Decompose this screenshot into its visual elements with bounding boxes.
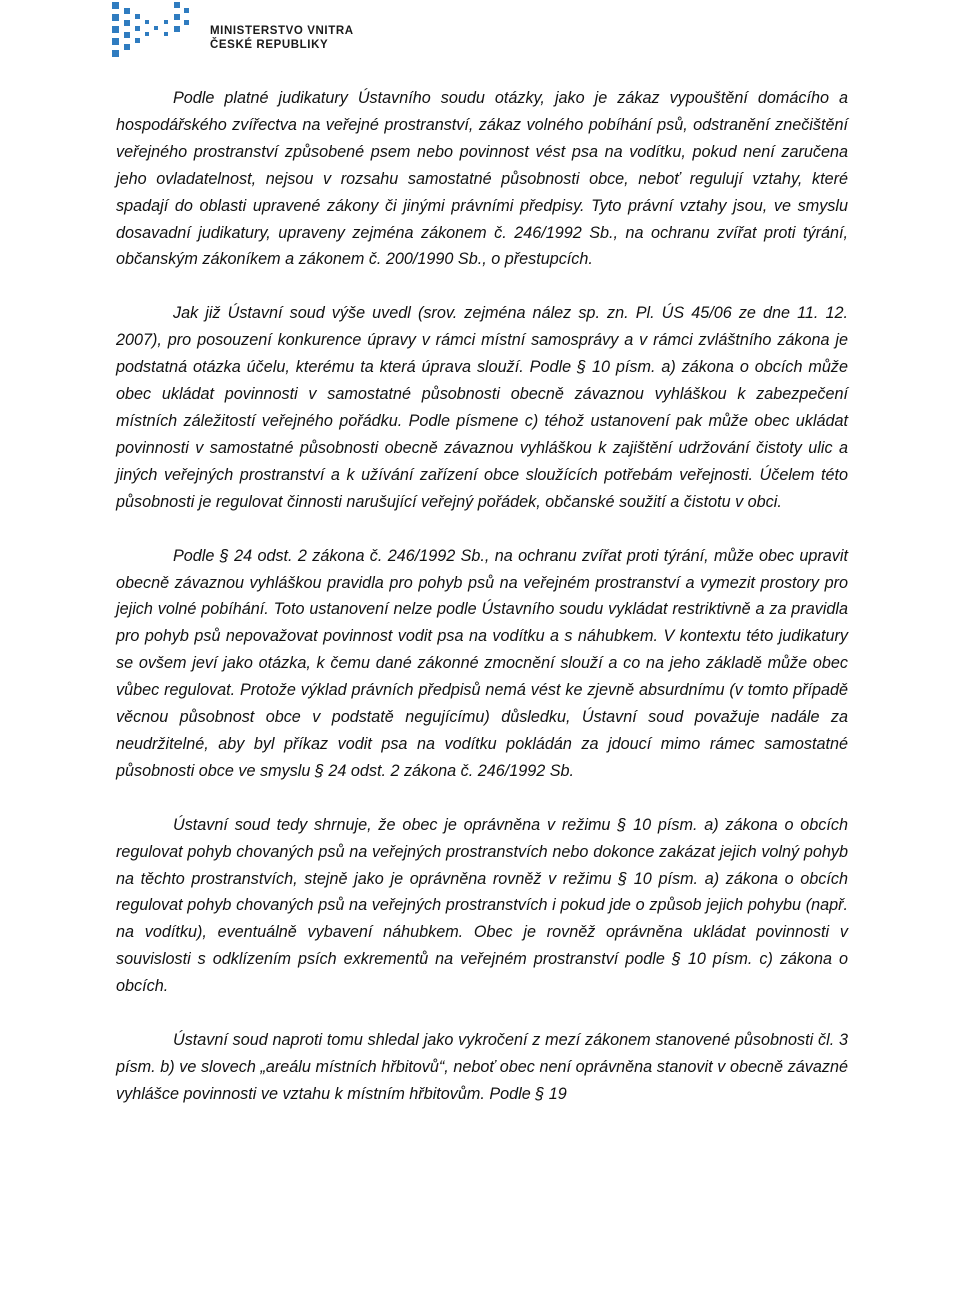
logo-line-1: MINISTERSTVO VNITRA [210,25,354,37]
paragraph-4: Ústavní soud tedy shrnuje, že obec je oprávněna v režimu § 10 písm. a) zákona o obcích regulovat pohyb chovaných psů na veřejných prostranstvích nebo dokonce zakázat jejich volný pohyb na těchto prostranstvích, stejně jako je oprávněna rovněž v režimu § 10 písm. a) zákona o obcích regulovat pohyb chovaných psů na veřejných prostranstvích i pokud jde o způsob jejich pohybu (např. na vodítku), eventuálně vybavení náhubkem. Obec je rovněž oprávněna ukládat povinnosti v souvislosti s odklízením psích exkrementů na veřejném prostranství podle § 10 písm. c) zákona o obcích. [116,815,848,996]
paragraph-2: Jak již Ústavní soud výše uvedl (srov. zejména nález sp. zn. Pl. ÚS 45/06 ze dne 11. 12. 2007), pro posouzení konkurence úpravy v rámci místní samosprávy a v rámci zvláštního zákona je podstatná otázka účelu, kterému ta která úprava slouží. Podle § 10 písm. a) zákona o obcích může obec ukládat povinnosti v samostatné působnosti obecně závaznou vyhláškou k zabezpečení místních záležitostí veřejného pořádku. Podle písmene c) téhož ustanovení pak může obec ukládat povinnosti v samostatné působnosti obecně závaznou vyhláškou k zajištění udržování čistoty ulic a jiných veřejných prostranství a k užívání zařízení obce sloužících potřebám veřejnosti. Účelem této působnosti je regulovat činnosti narušující veřejný pořádek, občanské soužití a čistotu v obci. [116,304,848,511]
paragraph-1: Podle platné judikatury Ústavního soudu otázky, jako je zákaz vypouštění domácího a hospodářského zvířectva na veřejné prostranství, zákaz volného pobíhání psů, odstranění znečištění veřejného prostranství způsobené psem nebo povinnost vést psa na vodítku, pokud není zaručena jeho ovladatelnost, nejsou v rozsahu samostatné působnosti obce, neboť regulují vztahy, které spadají do oblasti upravené zákony či jinými právními předpisy. Tyto právní vztahy jsou, ve smyslu dosavadní judikatury, upraveny zejména zákonem č. 246/1992 Sb., na ochranu zvířat proti týrání, občanským zákoníkem a zákonem č. 200/1990 Sb., o přestupcích. [116,89,848,269]
paragraph-5: Ústavní soud naproti tomu shledal jako vykročení z mezí zákonem stanovené působnosti čl. 3 písm. b) ve slovech „areálu místních hřbitovů“, neboť obec není oprávněna stanovit v obecně závazné vyhlášce povinnosti ve vztahu k místním hřbitovům. Podle § 19 [116,1031,848,1103]
logo-text [210,24,354,52]
logo-line-2: ČESKÉ REPUBLIKY [210,39,329,51]
page-header [0,0,960,66]
document-body [116,85,848,1108]
paragraph-3: Podle § 24 odst. 2 zákona č. 246/1992 Sb., na ochranu zvířat proti týrání, může obec upravit obecně závaznou vyhláškou pravidla pro pohyb psů na veřejném prostranství a vymezit prostory pro jejich volné pobíhání. Toto ustanovení nelze podle Ústavního soudu vykládat restriktivně a za pravidla pro pohyb psů nepovažovat povinnost vodit psa na vodítku a s náhubkem. V kontextu této judikatury se ovšem jeví jako otázka, k čemu dané zákonné zmocnění slouží a co na jeho základě může obec vůbec regulovat. Protože výklad právních předpisů nemá vést ke zjevně absurdnímu (v tomto případě věcnou působnost obce v podstatě negujícímu) důsledku, Ústavní soud považuje nadále za neudržitelné, aby byl příkaz vodit psa na vodítku pokládán za jdoucí mimo rámec samostatné působnosti obce ve smyslu § 24 odst. 2 zákona č. 246/1992 Sb. [116,546,848,780]
ministry-logo-icon [112,2,196,64]
